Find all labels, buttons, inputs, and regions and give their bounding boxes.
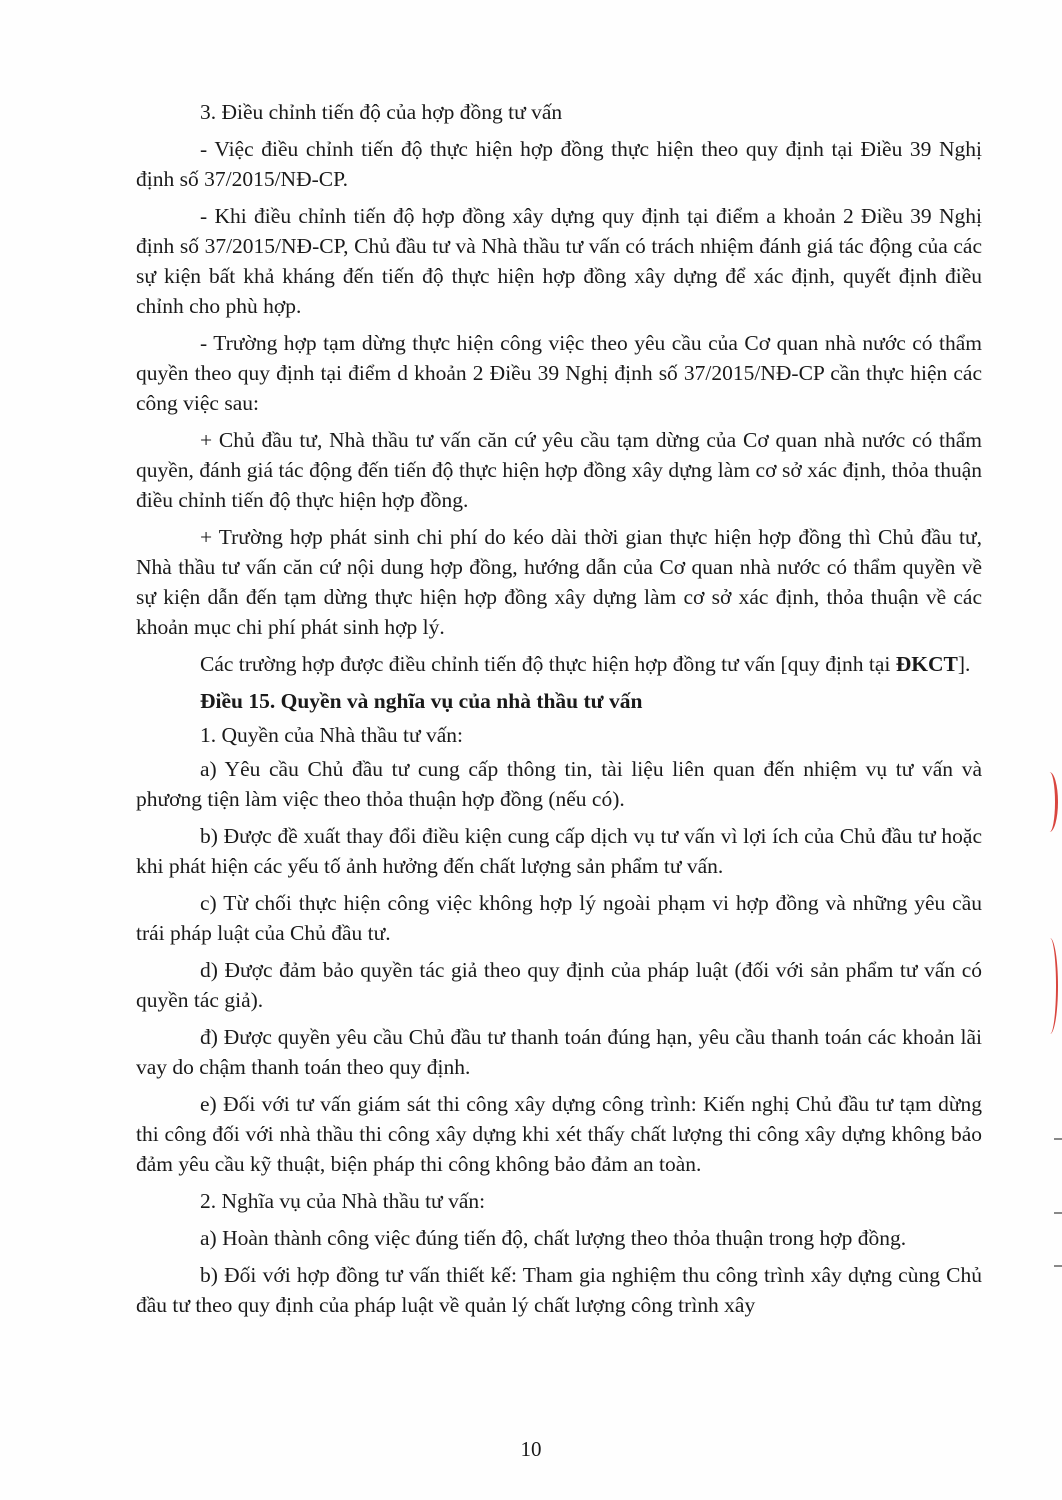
paragraph-suspension: - Trường hợp tạm dừng thực hiện công việc theo yêu cầu của Cơ quan nhà nước có thẩm quyền theo quy định tại điểm d khoản 2 Điều 39 Nghị định số 37/2015/NĐ-CP cần thực hiện các công việc sau:: [136, 331, 982, 415]
paragraph-suspension-assessment: + Chủ đầu tư, Nhà thầu tư vấn căn cứ yêu cầu tạm dừng của Cơ quan nhà nước có thẩm quyền, đánh giá tác động đến tiến độ thực hiện hợp đồng xây dựng làm cơ sở xác định, thỏa thuận điều chỉnh tiến độ thực hiện hợp đồng.: [136, 428, 982, 512]
section-heading-3: 3. Điều chỉnh tiến độ của hợp đồng tư vấn: [200, 100, 563, 124]
obligations-heading: 2. Nghĩa vụ của Nhà thầu tư vấn:: [200, 1189, 486, 1213]
margin-tick: [1054, 1138, 1062, 1140]
seal-edge-mark-lower: [1042, 938, 1058, 1034]
margin-tick: [1054, 1212, 1062, 1214]
paragraph-extra-costs: + Trường hợp phát sinh chi phí do kéo dài thời gian thực hiện hợp đồng thì Chủ đầu tư, Nhà thầu tư vấn căn cứ nội dung hợp đồng, hướng dẫn của Cơ quan nhà nước có thẩm quyền về sự kiện dẫn đến tạm dừng thực hiện hợp đồng xây dựng làm cơ sở xác định, thỏa thuận về các khoản mục chi phí phát sinh hợp lý.: [136, 525, 982, 639]
paragraph-dkct: [136, 649, 982, 679]
paragraph-adjust-schedule: - Việc điều chỉnh tiến độ thực hiện hợp đồng thực hiện theo quy định tại Điều 39 Nghị định số 37/2015/NĐ-CP.: [136, 137, 982, 191]
rights-heading: 1. Quyền của Nhà thầu tư vấn:: [200, 723, 464, 747]
right-item-c: c) Từ chối thực hiện công việc không hợp lý ngoài phạm vi hợp đồng và những yêu cầu trái pháp luật của Chủ đầu tư.: [136, 891, 982, 945]
dkct-text-after: ].: [957, 652, 971, 676]
obligation-item-b: b) Đối với hợp đồng tư vấn thiết kế: Tham gia nghiệm thu công trình xây dựng cùng Chủ đầu tư theo quy định của pháp luật về quản lý chất lượng công trình xây: [136, 1263, 982, 1317]
right-item-a: a) Yêu cầu Chủ đầu tư cung cấp thông tin, tài liệu liên quan đến nhiệm vụ tư vấn và phương tiện làm việc theo thỏa thuận hợp đồng (nếu có).: [136, 757, 982, 811]
document-body: [136, 97, 982, 1327]
right-item-d: d) Được đảm bảo quyền tác giả theo quy định của pháp luật (đối với sản phẩm tư vấn có quyền tác giả).: [136, 958, 982, 1012]
margin-tick: [1054, 1265, 1062, 1267]
paragraph-force-majeure: - Khi điều chỉnh tiến độ hợp đồng xây dựng quy định tại điểm a khoản 2 Điều 39 Nghị định số 37/2015/NĐ-CP, Chủ đầu tư và Nhà thầu tư vấn có trách nhiệm đánh giá tác động của các sự kiện bất khả kháng đến tiến độ thực hiện hợp đồng xây dựng để xác định, quyết định điều chỉnh cho phù hợp.: [136, 204, 982, 318]
page-number: 10: [520, 1437, 542, 1461]
right-item-e: e) Đối với tư vấn giám sát thi công xây dựng công trình: Kiến nghị Chủ đầu tư tạm dừng thi công đối với nhà thầu thi công xây dựng khi xét thấy chất lượng thi công xây dựng không bảo đảm yêu cầu kỹ thuật, biện pháp thi công không bảo đảm an toàn.: [136, 1092, 982, 1176]
right-item-b: b) Được đề xuất thay đổi điều kiện cung cấp dịch vụ tư vấn vì lợi ích của Chủ đầu tư hoặc khi phát hiện các yếu tố ảnh hưởng đến chất lượng sản phẩm tư vấn.: [136, 824, 982, 878]
obligation-item-a: a) Hoàn thành công việc đúng tiến độ, chất lượng theo thỏa thuận trong hợp đồng.: [200, 1226, 907, 1250]
dkct-text-before: Các trường hợp được điều chỉnh tiến độ thực hiện hợp đồng tư vấn [quy định tại: [200, 652, 896, 676]
seal-edge-mark: [1041, 772, 1058, 832]
right-item-dd: đ) Được quyền yêu cầu Chủ đầu tư thanh toán đúng hạn, yêu cầu thanh toán các khoản lãi vay do chậm thanh toán theo quy định.: [136, 1025, 982, 1079]
article-heading: Điều 15. Quyền và nghĩa vụ của nhà thầu tư vấn: [200, 689, 643, 713]
dkct-bold: ĐKCT: [895, 652, 958, 676]
